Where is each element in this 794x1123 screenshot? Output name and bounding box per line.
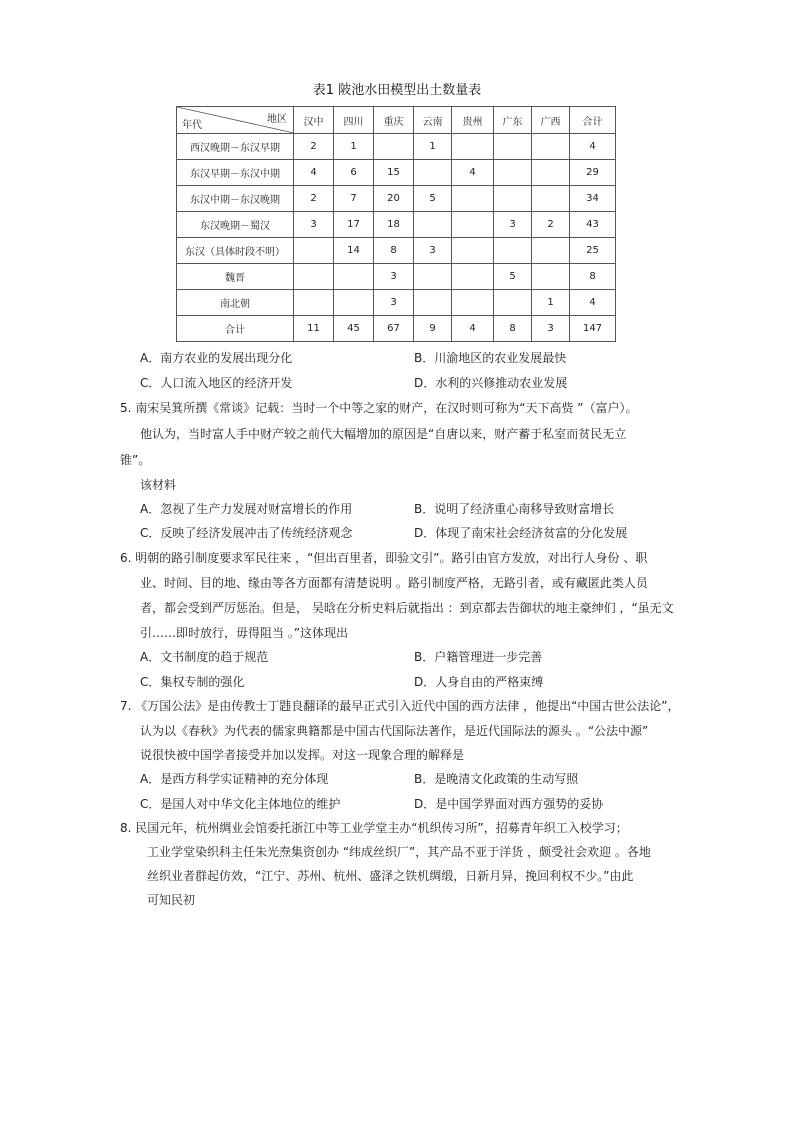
q7-stem-line: 说很快被中国学者接受并加以发挥。对这一现象合理的解释是 — [140, 748, 465, 762]
value-cell: 5 — [494, 264, 532, 290]
value-cell: 2 — [294, 134, 334, 160]
column-header: 广东 — [494, 107, 532, 134]
period-cell: 合计 — [177, 316, 294, 342]
q5-stem-line: 他认为，当时富人手中财产较之前代大幅增加的原因是“自唐以来，财产蓄于私室而贫民无立 — [140, 427, 627, 441]
table-row — [177, 134, 616, 160]
value-cell — [532, 160, 570, 186]
value-cell: 7 — [334, 186, 374, 212]
value-cell — [334, 264, 374, 290]
q7-option-b: B．是晚清文化政策的生动写照 — [414, 772, 579, 786]
value-cell: 3 — [374, 264, 414, 290]
value-cell — [452, 264, 494, 290]
value-cell: 8 — [570, 264, 616, 290]
table-row — [177, 238, 616, 264]
q6-stem-line: 业、时间、目的地、缘由等各方面都有清楚说明 。路引制度严格，无路引者，或有藏匿此类人员 — [140, 576, 648, 590]
value-cell — [334, 290, 374, 316]
value-cell — [494, 186, 532, 212]
value-cell: 45 — [334, 316, 374, 342]
value-cell: 5 — [414, 186, 452, 212]
value-cell: 25 — [570, 238, 616, 264]
value-cell: 2 — [532, 212, 570, 238]
q8-stem-line: 工业学堂染织科主任朱光焘集资创办 “纬成丝织厂”，其产品不亚于洋货 ，颇受社会欢迎 。各地 — [147, 845, 651, 859]
value-cell — [532, 238, 570, 264]
value-cell: 4 — [570, 134, 616, 160]
period-cell: 西汉晚期－东汉早期 — [177, 134, 294, 160]
q7-option-a: A．是西方科学实证精神的充分体现 — [140, 772, 329, 786]
value-cell: 4 — [294, 160, 334, 186]
corner-label-year: 年代 — [182, 120, 202, 131]
q4-option-a: A．南方农业的发展出现分化 — [140, 351, 293, 365]
q8-stem-line: 可知民初 — [147, 893, 196, 907]
value-cell — [452, 238, 494, 264]
table-title: 表1 陂池水田模型出土数量表 — [312, 83, 482, 98]
q6-option-d: D．人身自由的严格束缚 — [414, 675, 544, 689]
value-cell — [494, 238, 532, 264]
value-cell: 2 — [294, 186, 334, 212]
q5-option-b: B．说明了经济重心南移导致财富增长 — [414, 502, 615, 516]
column-header: 广西 — [532, 107, 570, 134]
period-cell: 魏晋 — [177, 264, 294, 290]
value-cell — [494, 160, 532, 186]
q4-option-d: D．水利的兴修推动农业发展 — [414, 376, 568, 390]
q6-option-c: C．集权专制的强化 — [140, 675, 245, 689]
value-cell — [532, 134, 570, 160]
value-cell: 4 — [570, 290, 616, 316]
value-cell — [494, 290, 532, 316]
corner-label-region: 地区 — [267, 114, 287, 125]
column-header: 重庆 — [374, 107, 414, 134]
table-row — [177, 316, 616, 342]
q5-option-d: D．体现了南宋社会经济贫富的分化发展 — [414, 526, 628, 540]
q7-option-c: C．是国人对中华文化主体地位的维护 — [140, 797, 341, 811]
column-header: 云南 — [414, 107, 452, 134]
value-cell: 34 — [570, 186, 616, 212]
value-cell — [294, 238, 334, 264]
period-cell: 东汉晚期－蜀汉 — [177, 212, 294, 238]
table-row — [177, 264, 616, 290]
q5-stem-line: 5. 南宋吴箕所撰《常谈》记载：当时一个中等之家的财产，在汉时则可称为“天下高赀 ”（富户）。 — [120, 401, 638, 415]
table-row — [177, 290, 616, 316]
period-cell: 南北朝 — [177, 290, 294, 316]
value-cell: 9 — [414, 316, 452, 342]
q4-option-b: B．川渝地区的农业发展最快 — [414, 351, 567, 365]
value-cell: 17 — [334, 212, 374, 238]
value-cell: 67 — [374, 316, 414, 342]
value-cell: 18 — [374, 212, 414, 238]
value-cell: 43 — [570, 212, 616, 238]
value-cell — [294, 264, 334, 290]
value-cell — [452, 212, 494, 238]
q6-stem-line: 6. 明朝的路引制度要求军民往来 ，“但出百里者，即验文引”。路引由官方发放，对出行人身份 、职 — [120, 551, 648, 565]
q6-option-a: A．文书制度的趋于规范 — [140, 650, 269, 664]
value-cell — [414, 290, 452, 316]
value-cell: 3 — [374, 290, 414, 316]
value-cell: 1 — [532, 290, 570, 316]
value-cell: 4 — [452, 160, 494, 186]
period-cell: 东汉中期－东汉晚期 — [177, 186, 294, 212]
value-cell — [414, 212, 452, 238]
value-cell: 3 — [294, 212, 334, 238]
value-cell: 11 — [294, 316, 334, 342]
q5-option-c: C．反映了经济发展冲击了传统经济观念 — [140, 526, 353, 540]
q7-option-d: D．是中国学界面对西方强势的妥协 — [414, 797, 604, 811]
q8-stem-line: 丝织业者群起仿效，“江宁、苏州、杭州、盛泽之铁机绸缎，日新月异，挽回利权不少。”由此 — [147, 869, 634, 883]
q6-stem-line: 引……即时放行，毋得阻当 。”这体现出 — [140, 626, 349, 640]
table-row — [177, 186, 616, 212]
value-cell: 8 — [374, 238, 414, 264]
column-header: 汉中 — [294, 107, 334, 134]
value-cell — [452, 290, 494, 316]
column-header: 合计 — [570, 107, 616, 134]
value-cell: 147 — [570, 316, 616, 342]
q5-stem-line: 该材料 — [140, 478, 177, 492]
table-header-row — [177, 107, 616, 134]
corner-cell — [177, 107, 294, 134]
value-cell — [494, 134, 532, 160]
q5-stem-line: 锥”。 — [120, 453, 151, 467]
value-cell — [452, 186, 494, 212]
value-cell: 14 — [334, 238, 374, 264]
value-cell: 1 — [334, 134, 374, 160]
q5-option-a: A．忽视了生产力发展对财富增长的作用 — [140, 502, 353, 516]
q4-option-c: C．人口流入地区的经济开发 — [140, 376, 293, 390]
value-cell: 8 — [494, 316, 532, 342]
table-row — [177, 212, 616, 238]
value-cell — [294, 290, 334, 316]
value-cell: 6 — [334, 160, 374, 186]
value-cell — [452, 134, 494, 160]
q6-stem-line: 者，都会受到严厉惩治。但是， 吴晗在分析史料后就指出 ：到京都去告御状的地主豪绅们 ，“虽无文 — [140, 601, 674, 615]
value-cell — [414, 264, 452, 290]
period-cell: 东汉早期－东汉中期 — [177, 160, 294, 186]
value-cell: 3 — [414, 238, 452, 264]
q7-stem-line: 7. 《万国公法》是由传教士丁韪良翻译的最早正式引入近代中国的西方法律 ，他提出“中国古世公法论”， — [120, 699, 680, 713]
value-cell — [374, 134, 414, 160]
table-row — [177, 160, 616, 186]
value-cell: 3 — [532, 316, 570, 342]
column-header: 四川 — [334, 107, 374, 134]
value-cell: 1 — [414, 134, 452, 160]
q7-stem-line: 认为以《春秋》为代表的儒家典籍都是中国古代国际法著作，是近代国际法的源头 。“公法中源” — [140, 724, 649, 738]
value-cell: 20 — [374, 186, 414, 212]
value-cell — [414, 160, 452, 186]
value-cell: 15 — [374, 160, 414, 186]
value-cell — [532, 264, 570, 290]
data-table — [176, 106, 616, 342]
value-cell: 4 — [452, 316, 494, 342]
period-cell: 东汉（具体时段不明） — [177, 238, 294, 264]
value-cell: 29 — [570, 160, 616, 186]
column-header: 贵州 — [452, 107, 494, 134]
q6-option-b: B．户籍管理进一步完善 — [414, 650, 543, 664]
value-cell — [532, 186, 570, 212]
q8-stem-line: 8. 民国元年，杭州绸业会馆委托浙江中等工业学堂主办“机织传习所”，招募青年织工入校学习； — [120, 821, 628, 835]
value-cell: 3 — [494, 212, 532, 238]
